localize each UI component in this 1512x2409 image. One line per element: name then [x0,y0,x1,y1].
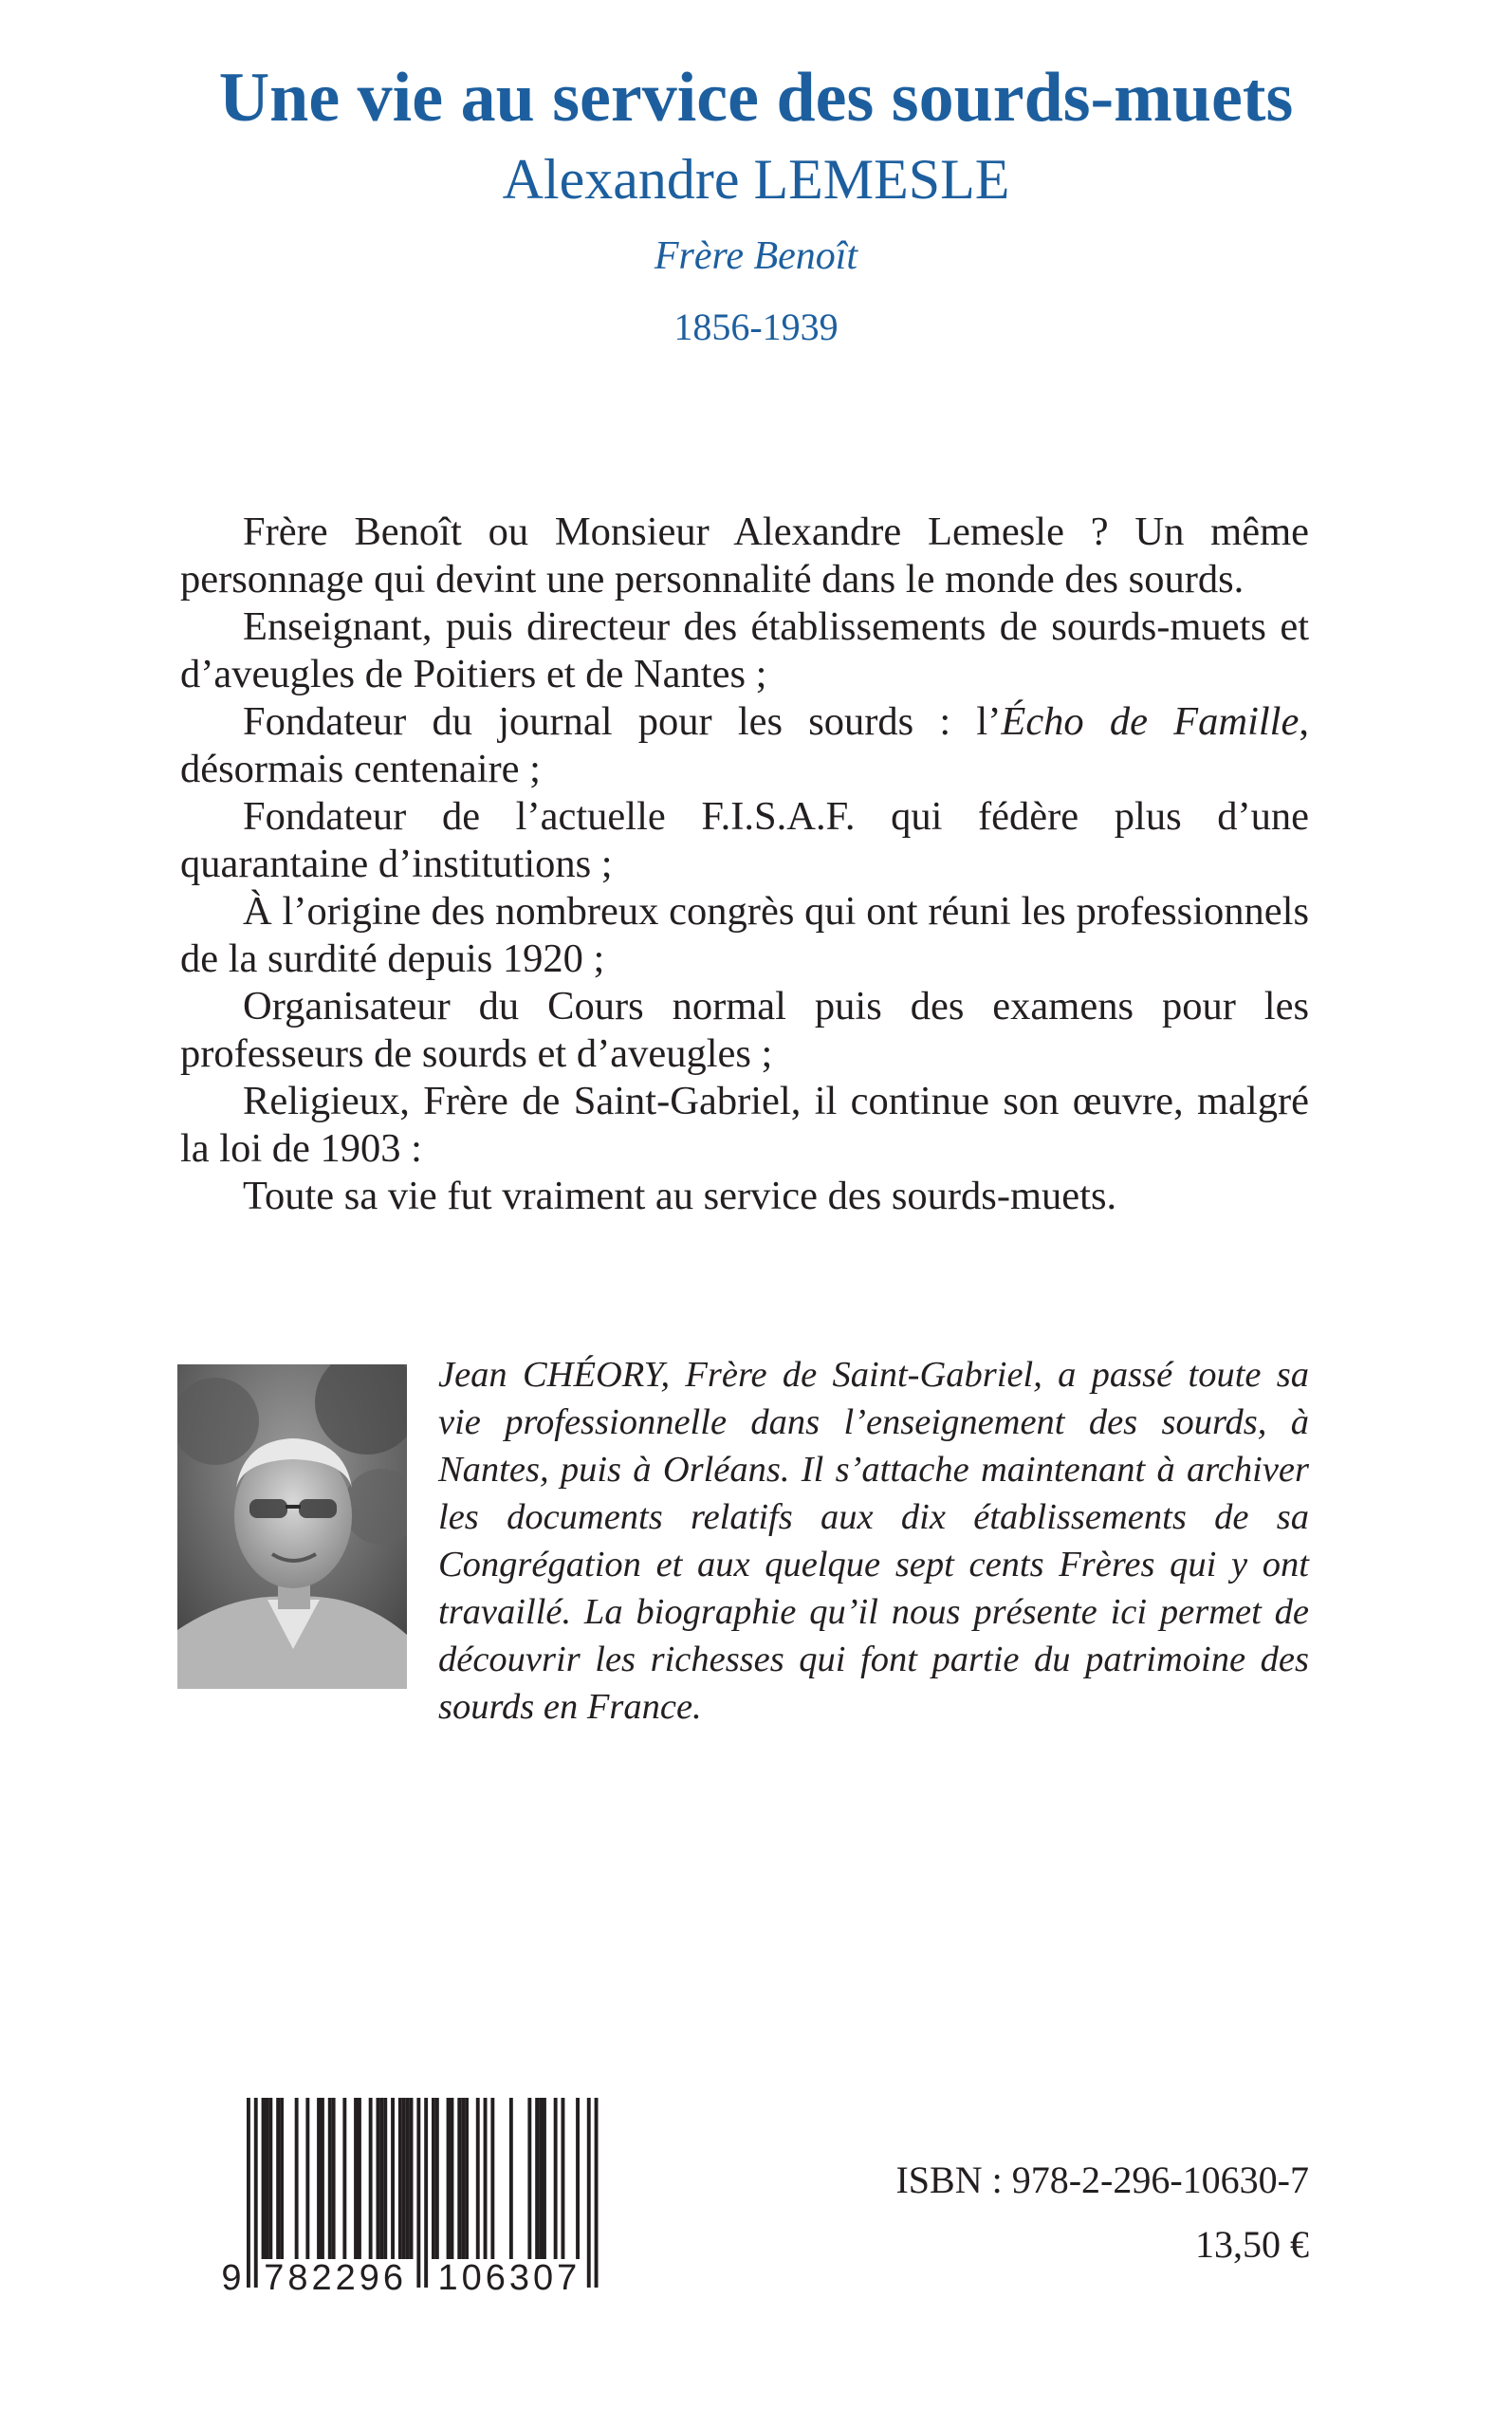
barcode-bar [369,2098,373,2259]
barcode-bar [527,2098,531,2259]
book-title: Une vie au service des sourds-muets [218,59,1294,137]
barcode-bar [379,2098,383,2259]
barcode-bar [321,2098,324,2259]
barcode-bar [266,2098,269,2259]
barcode-bar [342,2098,346,2259]
barcode-bar [432,2098,435,2259]
barcode-bar [554,2098,558,2259]
barcode-bar [391,2098,395,2259]
barcode-bar [262,2098,266,2259]
life-dates: 1856-1939 [673,306,839,348]
barcode-bar [451,2098,454,2259]
barcode-bar [595,2098,599,2288]
subject-name: Alexandre LEMESLE [502,148,1010,211]
author-photo [177,1364,407,1689]
isbn-barcode [220,2098,609,2297]
barcode-left-digits: 782296 [264,2258,408,2297]
barcode-bar [317,2098,321,2259]
barcode-bar [562,2098,565,2259]
barcode-bar [354,2098,358,2259]
description-paragraph: Fondateur du journal pour les sourds : l’Écho de Famille, désormais centenaire ; [180,699,1309,791]
barcode-bar [254,2098,258,2288]
barcode-bar [539,2098,543,2259]
barcode-bar [410,2098,414,2259]
barcode-bar [406,2098,410,2259]
description-paragraph: Enseignant, puis directeur des établissements de sourds-muets et d’aveugles de Poitiers et de Nantes ; [180,604,1309,696]
barcode-bar [295,2098,299,2259]
barcode-bar [535,2098,539,2259]
religious-name: Frère Benoît [654,234,858,278]
description-paragraph: Frère Benoît ou Monsieur Alexandre Lemesle ? Un même personnage qui devint une personnalité dans le monde des sourds. [180,510,1309,602]
barcode-bar [435,2098,439,2259]
barcode-bar [280,2098,284,2259]
description-paragraph: Toute sa vie fut vraiment au service des sourds-muets. [243,1174,1117,1218]
barcode-bar [457,2098,461,2259]
back-cover-description [180,509,1309,1220]
book-price: 13,50 € [1195,2223,1309,2266]
barcode-right-digits: 106307 [437,2258,581,2297]
barcode-bar [276,2098,280,2259]
barcode-bar [305,2098,309,2259]
barcode-bar [416,2098,420,2288]
barcode-bar [476,2098,480,2259]
barcode-bar [461,2098,465,2259]
barcode-bar [268,2098,272,2259]
barcode-bar [424,2098,428,2288]
barcode-bar [509,2098,513,2259]
barcode-lead-digit: 9 [221,2258,242,2297]
barcode-bar [398,2098,402,2259]
barcode-bar [543,2098,546,2259]
barcode-bar [490,2098,494,2259]
barcode-bar [484,2098,488,2259]
barcode-bar [377,2098,380,2259]
barcode-bar [576,2098,580,2259]
barcode-bar [402,2098,406,2259]
barcode-bar [383,2098,387,2259]
description-paragraph: À l’origine des nombreux congrès qui ont réuni les professionnels de la surdité depuis 1920 ; [180,889,1309,981]
barcode-bar [328,2098,332,2259]
description-paragraph: Religieux, Frère de Saint-Gabriel, il continue son œuvre, malgré la loi de 1903 : [180,1079,1309,1171]
isbn-number: ISBN : 978-2-296-10630-7 [895,2159,1309,2201]
barcode-bar [332,2098,336,2259]
barcode-bar [247,2098,250,2288]
journal-title: Écho de Famille [1001,699,1300,744]
barcode-bar [447,2098,451,2259]
author-biography: Jean CHÉORY, Frère de Saint-Gabriel, a passé toute sa vie professionnelle dans l’enseignement des sourds, à Nantes, puis à Orléans. Il s’attache maintenant à archiver les documents relatifs aux dix établissements de sa Congrégation et aux quelque sept cents Frères qui y ont travaillé. La biographie qu’il nous présente ici permet de découvrir les richesses qui font partie du patrimoine des sourds en France. [438,1355,1309,1727]
description-paragraph: Fondateur de l’actuelle F.I.S.A.F. qui fédère plus d’une quarantaine d’institutions ; [180,794,1309,886]
description-paragraph: Organisateur du Cours normal puis des examens pour les professeurs de sourds et d’aveugles ; [180,984,1309,1076]
barcode-bar [465,2098,469,2259]
barcode-bar [587,2098,591,2288]
barcode-bar [358,2098,361,2259]
